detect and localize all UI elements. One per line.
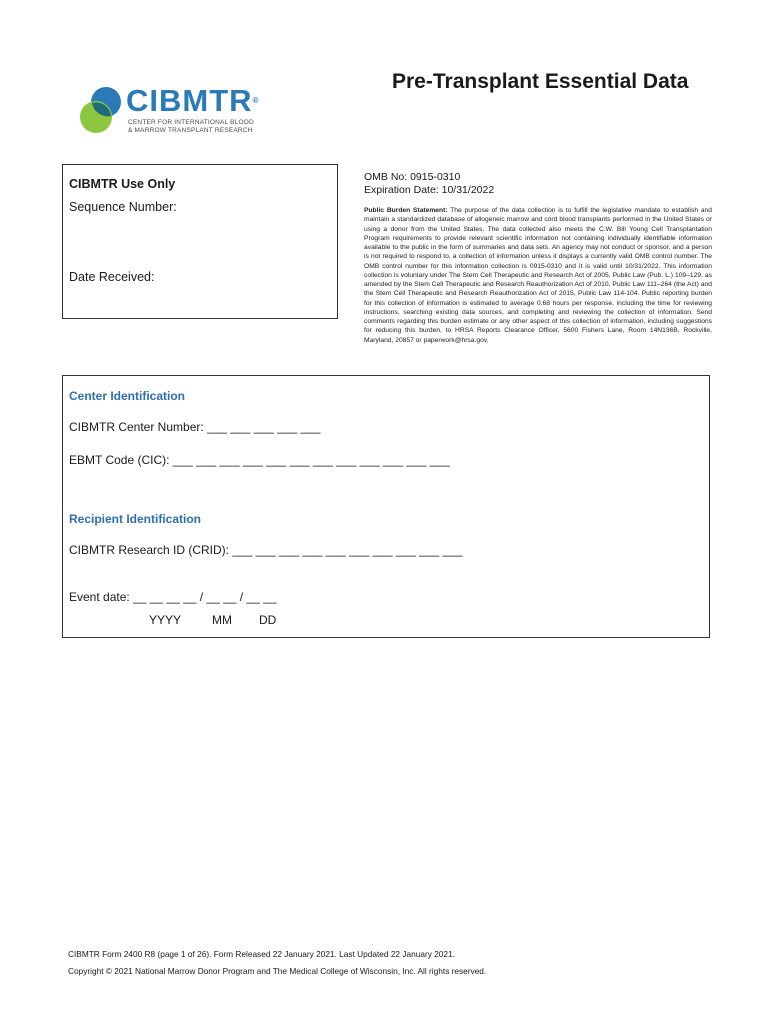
cibmtr-logo-mark-icon (78, 84, 126, 136)
cibmtr-use-only-box (62, 164, 338, 319)
month-label: MM (212, 613, 232, 627)
public-burden-statement (364, 206, 712, 345)
logo-subline-2: & MARROW TRANSPLANT RESEARCH (128, 127, 253, 134)
event-date-field[interactable]: Event date: __ __ __ __ / __ __ / __ __ (69, 590, 277, 604)
logo-subline-1: CENTER FOR INTERNATIONAL BLOOD (128, 119, 254, 126)
day-label: DD (259, 613, 277, 627)
year-label: YYYY (149, 613, 182, 627)
center-number-field[interactable]: CIBMTR Center Number: ___ ___ ___ ___ ___ (69, 420, 321, 434)
logo-wordmark: CIBMTR® (126, 83, 260, 118)
cibmtr-logo (78, 84, 258, 136)
recipient-identification-heading: Recipient Identification (69, 512, 202, 526)
page-title: Pre-Transplant Essential Data (392, 70, 689, 93)
crid-field[interactable]: CIBMTR Research ID (CRID): ___ ___ ___ ___ ___ ___ ___ ___ ___ ___ (69, 543, 463, 557)
form-footer-copyright: Copyright © 2021 National Marrow Donor Program and The Medical College of Wisconsin, Inc. All rights reserved. (68, 966, 487, 976)
burden-text: The purpose of the data collection is to fulfill the legislative mandate to establish and maintain a standardized database of allogeneic marrow and cord blood transplants performed in the United States or using a donor from the United States. The data collected also meets the C.W. Bill Young Cell Transplantation Program requirements to provide relevant scientific information not containing individually identifiable information available to the public in the form of summaries and data sets. An agency may not conduct or sponsor, and a person is not required to respond to, a collection of information unless it displays a currently valid OMB control number. The OMB control number for this information collection is 0915-0310 and it is valid until 10/31/2022. This information collection is voluntary under The Stem Cell Therapeutic and Research Act of 2005, Public Law (Pub. L.) 109–129, as amended by the Stem Cell Therapeutic and Research Reauthorization Act of 2010, Public Law 111–264 (the Act) and the Stem Cell Therapeutic and Research Reauthorization Act of 2015, Public Law 114-104. Public reporting burden for this collection of information is estimated to average 0.68 hours per response, including the time for reviewing instructions, searching existing data sources, and completing and reviewing the collection of information. Send comments regarding this burden estimate or any other aspect of this collection of information, including suggestions for reducing this burden, to HRSA Reports Clearance Officer, 5600 Fishers Lane, Room 14N136B, Rockville, Maryland, 20857 or paperwork@hrsa.gov. (364, 207, 712, 344)
date-received-label: Date Received: (69, 270, 155, 284)
form-footer-release: CIBMTR Form 2400 R8 (page 1 of 26). Form Released 22 January 2021. Last Updated 22 January 2021. (68, 949, 455, 959)
use-only-title: CIBMTR Use Only (69, 177, 176, 191)
ebmt-code-field[interactable]: EBMT Code (CIC): ___ ___ ___ ___ ___ ___ ___ ___ ___ ___ ___ ___ (69, 453, 450, 467)
omb-number: OMB No: 0915-0310 (364, 171, 461, 183)
sequence-number-label: Sequence Number: (69, 200, 177, 214)
center-identification-heading: Center Identification (69, 389, 186, 403)
omb-expiration: Expiration Date: 10/31/2022 (364, 184, 495, 196)
burden-heading: Public Burden Statement: (364, 207, 448, 214)
identification-box (62, 375, 710, 638)
